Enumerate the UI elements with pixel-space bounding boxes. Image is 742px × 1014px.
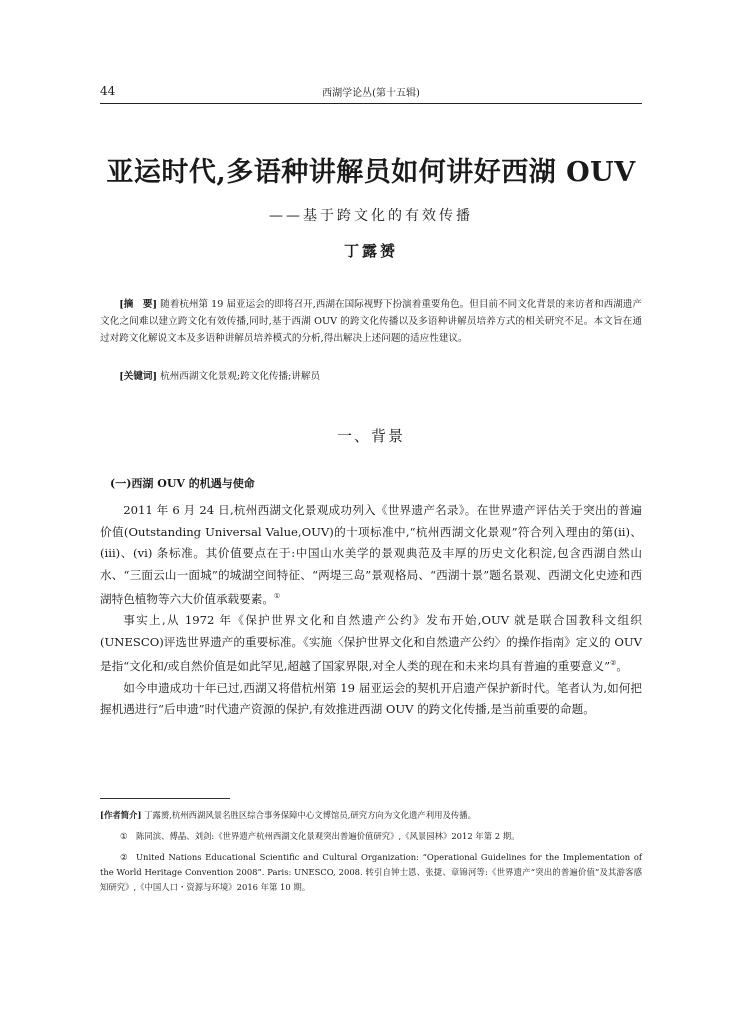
footnote-text: United Nations Educational Scientific and Cultural Organization: “Operational Guidelines for the Implementation of the World Heritage Convention 2008”. Paris: UNESCO, 2008. 转引自钟士恩、张捷、章锦河等:《世界遗产“突出的普遍价值”及其游客感知研究》,《中国人口・资源与环境》2016 年第 10 期。 (100, 852, 642, 892)
paragraph-text: 如今申遗成功十年已过,西湖又将借杭州第 19 届亚运会的契机开启遗产保护新时代。笔者认为,如何把握机遇进行“后申遗”时代遗产资源的保护,有效推进西湖 OUV 的跨文化传播,是当前重要的命题。 (100, 680, 642, 717)
paragraph-text: 事实上,从 1972 年《保护世界文化和自然遗产公约》发布开始,OUV 就是联合国教科文组织(UNESCO)评选世界遗产的重要标准。《实施〈保护世界文化和自然遗产公约〉的操作指南》定义的 OUV 是指“文化和/或自然价值是如此罕见,超越了国家界限,对全人类的现在和未来均具有普遍的重要意义” (100, 613, 642, 674)
footnote-text: 陈同滨、傅晶、刘剑:《世界遗产杭州西湖文化景观突出普遍价值研究》,《风景园林》2012 年第 2 期。 (136, 831, 520, 841)
author-note (100, 808, 642, 823)
footnote-ref: ② (610, 659, 617, 668)
footnote-ref: ① (273, 592, 281, 600)
body-paragraph (100, 678, 642, 721)
abstract-text: 随着杭州第 19 届亚运会的即将召开,西湖在国际视野下扮演着重要角色。但目前不同文化背景的来访者和西湖遗产文化之间难以建立跨文化有效传播,同时,基于西湖 OUV 的跨文化传播以及多语种讲解员培养方式的相关研究不足。本文旨在通过对跨文化解说文本及多语种讲解员培养模式的分析,得出解决上述问题的适应性建议。 (100, 299, 642, 344)
page-header (100, 84, 642, 102)
body-paragraph (100, 500, 642, 610)
footnote-rule (100, 798, 230, 799)
article-subtitle: ——基于跨文化的有效传播 (269, 208, 473, 224)
running-head: 西湖学论丛(第十五辑) (322, 88, 420, 99)
author-note-text: 丁露赟,杭州西湖风景名胜区综合事务保障中心文博馆员,研究方向为文化遗产利用及传播。 (144, 810, 477, 820)
paragraph-text: 。 (616, 659, 628, 674)
subsection-heading: (一)西湖 OUV 的机遇与使命 (110, 477, 255, 490)
page-number: 44 (100, 84, 116, 98)
keywords-text: 杭州西湖文化景观;跨文化传播;讲解员 (160, 371, 321, 382)
footnote-mark: ② (120, 852, 128, 862)
body-text (100, 500, 642, 721)
header-rule (100, 103, 642, 104)
author-note-label: [作者简介] (100, 810, 142, 820)
article-title: 亚运时代,多语种讲解员如何讲好西湖 OUV (106, 157, 636, 188)
abstract-label: [摘 要] (119, 299, 158, 310)
footnote-mark: ① (120, 831, 128, 841)
keywords (100, 368, 642, 385)
article-author: 丁露赟 (343, 242, 398, 260)
footnote (100, 850, 642, 895)
paragraph-text: 2011 年 6 月 24 日,杭州西湖文化景观成功列入《世界遗产名录》。在世界遗产评估关于突出的普遍价值(Outstanding Universal Value,OUV)的十项标准中,“杭州西湖文化景观”符合列入理由的第(ii)、(iii)、(vi) 条标准。其价值要点在于:中国山水美学的景观典范及丰厚的历史文化积淀,包含西湖自然山水、“三面云山一面城”的城湖空间特征、“两堤三岛”景观格局、“西湖十景”题名景观、西湖文化史迹和西湖特色植物等六大价值承载要素。 (100, 503, 642, 606)
keywords-label: [关键词] (119, 371, 158, 382)
footnotes (100, 808, 642, 901)
body-paragraph (100, 610, 642, 677)
footnote (100, 829, 642, 844)
section-heading: 一、背景 (336, 427, 405, 445)
abstract (100, 296, 642, 347)
